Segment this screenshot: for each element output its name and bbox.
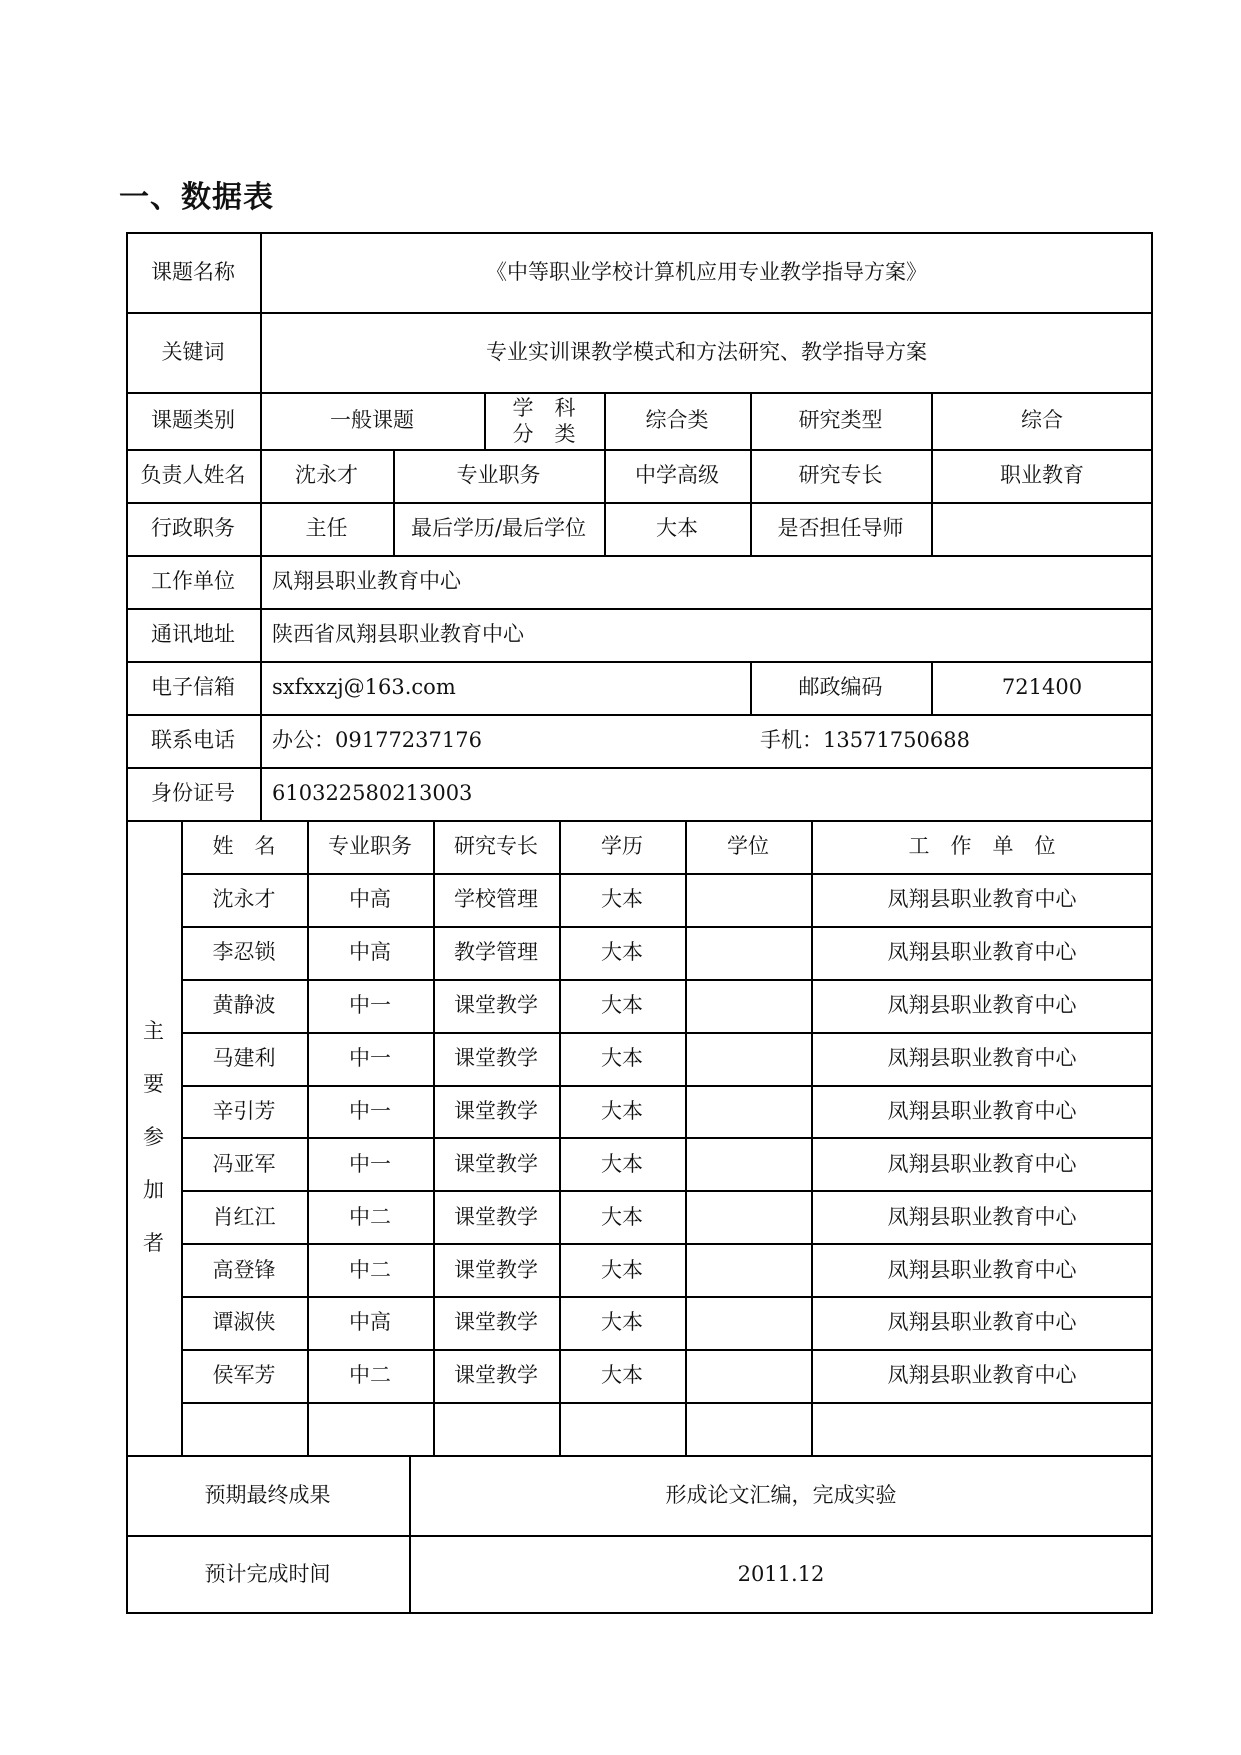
address-value: 陕西省凤翔县职业教育中心 [272,622,524,647]
participant-cell: 谭淑侠 [212,1310,276,1335]
participant-cell: 凤翔县职业教育中心 [887,1045,1077,1070]
grid-line [181,926,1153,928]
grid-line [126,767,1153,769]
grid-line [604,392,606,555]
grid-line [126,714,1153,716]
participant-cell: 凤翔县职业教育中心 [887,1363,1077,1388]
participant-cell: 沈永才 [212,887,276,912]
participant-cell [685,1085,811,1138]
participant-cell [559,1402,685,1455]
participant-cell: 大本 [601,1151,643,1176]
subject-label [484,392,604,449]
grid-line [307,820,309,1455]
grid-line [126,449,1153,451]
participant-cell: 中二 [349,1204,391,1229]
grid-line [126,608,1153,610]
participants-header-cell: 研究专长 [454,834,538,859]
grid-line [126,502,1153,504]
participant-cell: 大本 [601,993,643,1017]
participant-cell: 大本 [601,1045,643,1070]
participant-cell: 凤翔县职业教育中心 [887,1151,1077,1176]
participant-cell: 凤翔县职业教育中心 [887,993,1077,1017]
grid-line [181,1085,1153,1087]
grid-line [433,820,435,1455]
side-label-char: 加 [143,1178,164,1202]
email-value: sxfxxzj@163.com [272,675,456,700]
participant-cell: 大本 [601,1257,643,1282]
participant-cell: 课堂教学 [454,1204,538,1229]
participant-cell [307,1402,433,1455]
participant-cell: 大本 [601,1204,643,1229]
leader-name: 沈永才 [295,463,358,488]
keywords-value: 专业实训课教学模式和方法研究、教学指导方案 [486,339,927,364]
leader-title-value: 中学高级 [635,463,719,488]
expected-result-value: 形成论文汇编，完成实验 [665,1482,897,1507]
participant-cell: 课堂教学 [454,1363,538,1388]
participant-cell: 中一 [349,1151,391,1176]
email-label: 电子信箱 [151,675,235,700]
grid-line [811,820,813,1455]
grid-line [126,312,1153,314]
participant-cell: 凤翔县职业教育中心 [887,1310,1077,1335]
admin-label: 行政职务 [151,516,235,541]
grid-line [750,661,752,714]
participant-cell: 凤翔县职业教育中心 [887,1204,1077,1229]
participant-cell [685,1190,811,1243]
research-type-label: 研究类型 [798,408,883,433]
grid-line [931,392,933,555]
id-card-label: 身份证号 [151,781,235,806]
expected-result-label: 预期最终成果 [204,1482,331,1507]
completion-time-label: 预计完成时间 [204,1562,331,1587]
topic-value: 《中等职业学校计算机应用专业教学指导方案》 [486,259,927,284]
participant-cell: 高登锋 [212,1257,276,1282]
work-unit-value: 凤翔县职业教育中心 [272,569,461,594]
participant-cell: 大本 [601,940,643,965]
subject-label-line-1: 学 科 [512,395,576,420]
grid-line [126,1455,1153,1457]
grid-line [181,1349,1153,1351]
grid-line [393,449,395,555]
participant-cell: 中高 [349,1310,391,1335]
participant-cell: 中二 [349,1363,391,1388]
side-label-char: 者 [143,1231,164,1255]
admin-value: 主任 [305,516,348,541]
leader-specialty-label: 研究专长 [798,463,883,488]
topic-label: 课题名称 [151,259,235,284]
completion-time-value: 2011.12 [737,1562,825,1587]
participant-cell: 大本 [601,1310,643,1335]
participant-cell: 学校管理 [454,887,538,912]
participant-cell [685,1296,811,1349]
degree-label: 最后学历/最后学位 [410,516,587,541]
participant-cell: 中高 [349,940,391,965]
grid-line [181,873,1153,875]
participant-cell: 课堂教学 [454,1310,538,1335]
participant-cell: 课堂教学 [454,1257,538,1282]
participant-cell: 大本 [601,1363,643,1388]
grid-line [126,1535,1153,1537]
grid-line [181,979,1153,981]
participant-cell: 教学管理 [454,940,538,965]
participants-side-label [126,820,181,1455]
participant-cell: 黄静波 [212,993,276,1017]
subject-label-line-2: 分 类 [512,421,576,446]
grid-line [181,1137,1153,1139]
grid-line [260,232,262,820]
page-title: 一、数据表 [119,180,274,215]
participant-cell: 冯亚军 [212,1151,276,1176]
grid-line [181,1402,1153,1404]
subject-value: 综合类 [645,408,709,433]
participant-cell: 课堂教学 [454,1151,538,1176]
id-card-value: 610322580213003 [272,781,473,806]
side-label-char: 要 [143,1072,164,1096]
grid-line [181,1243,1153,1245]
participant-cell [685,1402,811,1455]
grid-line [126,661,1153,663]
degree-value: 大本 [656,516,698,541]
grid-line [181,1190,1153,1192]
participant-cell: 中一 [349,1045,391,1070]
category-label: 课题类别 [151,408,235,433]
participant-cell: 马建利 [212,1045,276,1070]
participant-cell: 中二 [349,1257,391,1282]
leader-label: 负责人姓名 [140,463,246,488]
participant-cell: 李忍锁 [212,940,276,965]
grid-line [931,661,933,714]
participant-cell [181,1402,307,1455]
participant-cell: 中高 [349,887,391,912]
phone-office: 办公：09177237176 [272,728,482,753]
keywords-label: 关键词 [161,339,225,364]
side-label-char: 主 [143,1019,164,1043]
grid-line [409,1455,411,1614]
participant-cell [685,1243,811,1296]
participant-cell: 课堂教学 [454,1045,538,1070]
research-type-value: 综合 [1021,408,1063,433]
side-label-char: 参 [143,1125,164,1149]
leader-specialty-value: 职业教育 [1000,463,1084,488]
participant-cell: 凤翔县职业教育中心 [887,1257,1077,1282]
participant-cell: 凤翔县职业教育中心 [887,1098,1077,1123]
grid-line [559,820,561,1455]
participant-cell [685,873,811,926]
participant-cell: 凤翔县职业教育中心 [887,940,1077,965]
grid-line [181,1032,1153,1034]
participant-cell: 中一 [349,1098,391,1123]
postcode-label: 邮政编码 [798,675,883,700]
grid-line [484,392,486,449]
phone-label: 联系电话 [151,728,235,753]
grid-line [685,820,687,1455]
participant-cell: 中一 [349,993,391,1017]
participant-cell: 侯军芳 [212,1363,276,1388]
participant-cell [811,1402,1153,1455]
participant-cell [685,979,811,1032]
work-unit-label: 工作单位 [151,569,235,594]
grid-line [181,820,183,1455]
participants-header-cell: 姓 名 [212,834,276,859]
tutor-label: 是否担任导师 [777,516,904,541]
participant-cell: 大本 [601,887,643,912]
participant-cell [685,1032,811,1085]
participants-header-cell: 专业职务 [328,834,412,859]
participants-header-cell: 工 作 单 位 [908,834,1056,859]
participant-cell: 辛引芳 [212,1098,276,1123]
participant-cell: 大本 [601,1098,643,1123]
grid-line [126,820,1153,822]
participant-cell: 肖红江 [212,1204,276,1229]
participant-cell [685,926,811,979]
grid-line [181,1296,1153,1298]
category-value: 一般课题 [330,408,414,433]
leader-title-label: 专业职务 [456,463,541,488]
participant-cell [433,1402,559,1455]
phone-mobile: 手机：13571750688 [760,728,970,753]
participant-cell: 课堂教学 [454,1098,538,1123]
participant-cell: 课堂教学 [454,993,538,1017]
participants-header-cell: 学历 [601,834,643,859]
participant-cell: 凤翔县职业教育中心 [887,887,1077,912]
address-label: 通讯地址 [151,622,235,647]
tutor-value [931,502,1153,555]
grid-line [750,392,752,555]
postcode-value: 721400 [1001,675,1083,700]
participants-header-cell: 学位 [727,834,769,859]
grid-line [126,555,1153,557]
grid-line [126,392,1153,394]
participant-cell [685,1137,811,1190]
participant-cell [685,1349,811,1402]
